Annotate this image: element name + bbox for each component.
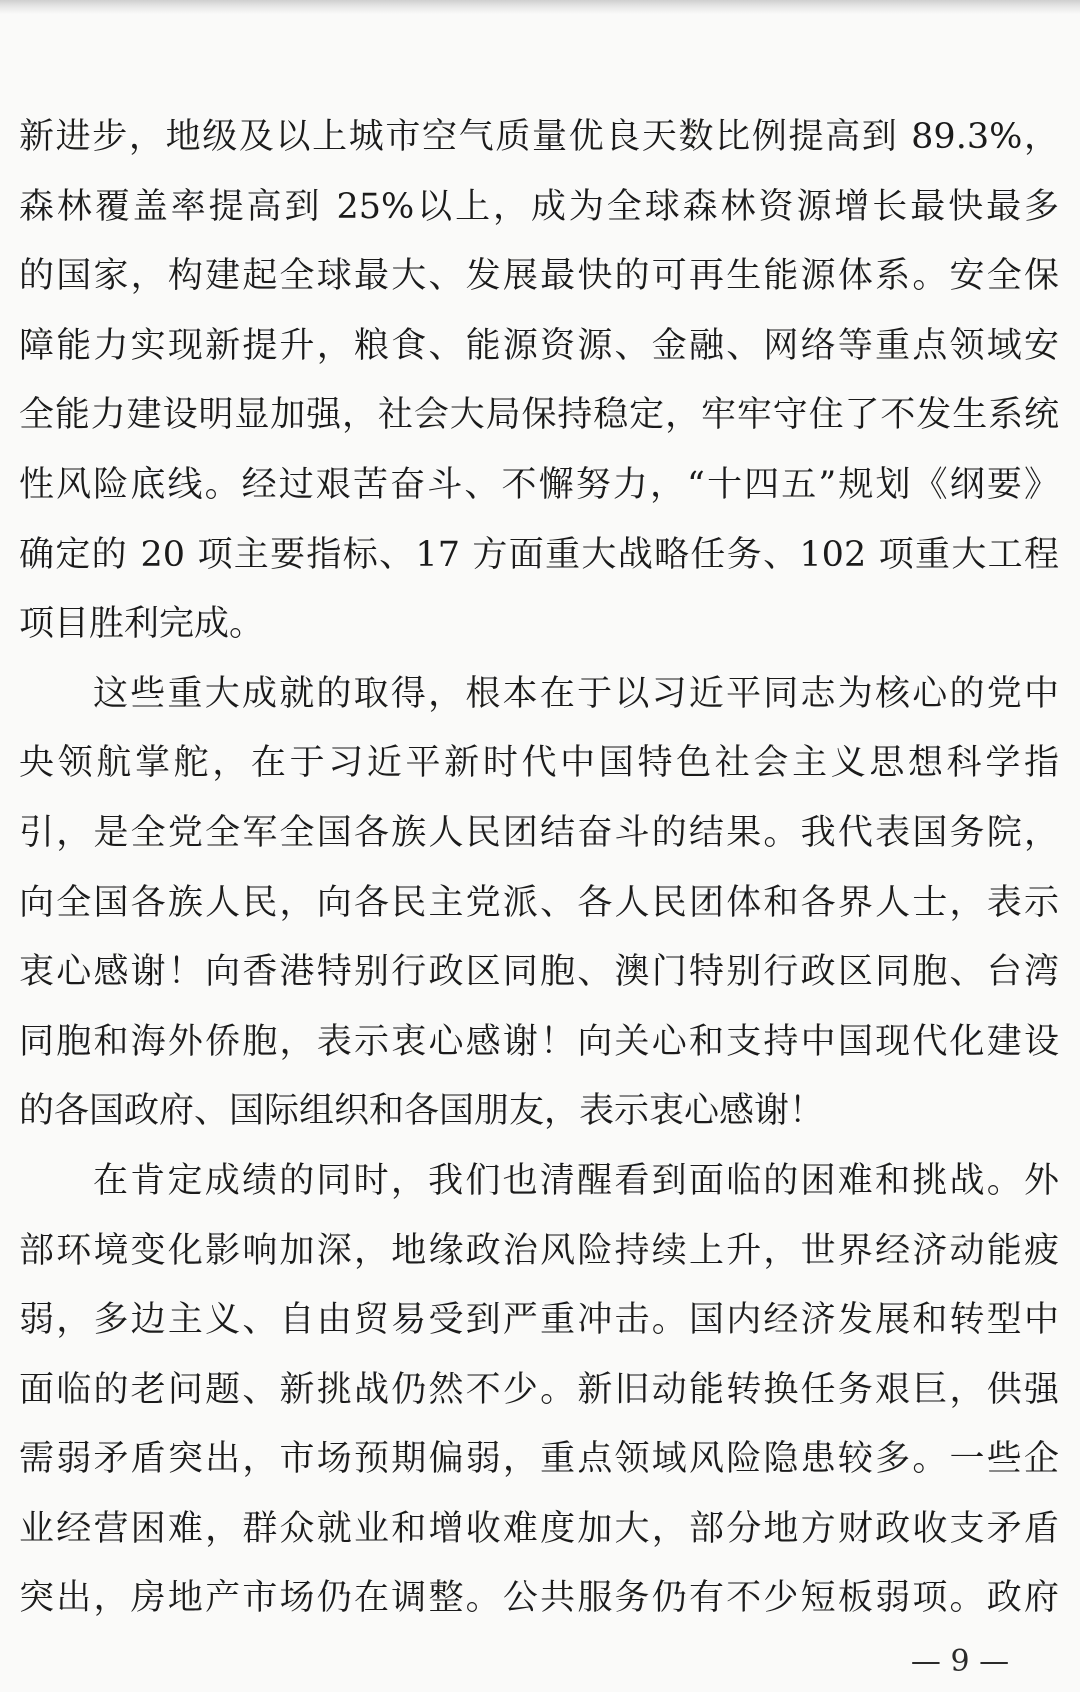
text-line: 向全国各族人民，向各民主党派、各人民团体和各界人士，表示 [19, 882, 1059, 923]
text-line: 同胞和海外侨胞，表示衷心感谢！向关心和支持中国现代化建设 [19, 1021, 1059, 1062]
text-line: 的国家，构建起全球最大、发展最快的可再生能源体系。安全保 [19, 256, 1059, 297]
text-line: 央领航掌舵，在于习近平新时代中国特色社会主义思想科学指 [19, 743, 1059, 784]
paragraph [19, 660, 1059, 1147]
scan-edge [0, 0, 1080, 14]
paragraph [19, 1147, 1059, 1634]
text-line: 项目胜利完成。 [19, 604, 265, 645]
text-line: 业经营困难，群众就业和增收难度加大，部分地方财政收支矛盾 [19, 1508, 1059, 1549]
text-line: 引，是全党全军全国各族人民团结奋斗的结果。我代表国务院， [19, 812, 1059, 853]
text-line: 新进步，地级及以上城市空气质量优良天数比例提高到 89.3%， [19, 117, 1059, 157]
text-line: 在肯定成绩的同时，我们也清醒看到面临的困难和挑战。外 [93, 1160, 1059, 1201]
text-line: 部环境变化影响加深，地缘政治风险持续上升，世界经济动能疲 [19, 1230, 1059, 1271]
text-line: 衷心感谢！向香港特别行政区同胞、澳门特别行政区同胞、台湾 [19, 952, 1059, 993]
text-line: 的各国政府、国际组织和各国朋友，表示衷心感谢！ [19, 1091, 825, 1132]
text-line: 弱，多边主义、自由贸易受到严重冲击。国内经济发展和转型中 [19, 1300, 1059, 1341]
text-line: 需弱矛盾突出，市场预期偏弱，重点领域风险隐患较多。一些企 [19, 1439, 1059, 1480]
paragraph [19, 103, 1059, 660]
body-text [19, 103, 1059, 1634]
text-line: 确定的 20 项主要指标、17 方面重大战略任务、102 项重大工程 [19, 534, 1059, 575]
text-line: 突出，房地产市场仍在调整。公共服务仍有不少短板弱项。政府 [19, 1578, 1059, 1619]
text-line: 障能力实现新提升，粮食、能源资源、金融、网络等重点领域安 [19, 325, 1059, 366]
text-line: 面临的老问题、新挑战仍然不少。新旧动能转换任务艰巨，供强 [19, 1369, 1059, 1410]
text-line: 这些重大成就的取得，根本在于以习近平同志为核心的党中 [93, 673, 1059, 714]
page-number: — 9 — [910, 1644, 1010, 1679]
text-line: 全能力建设明显加强，社会大局保持稳定，牢牢守住了不发生系统 [19, 395, 1059, 436]
text-line: 性风险底线。经过艰苦奋斗、不懈努力，“十四五”规划《纲要》 [19, 464, 1059, 505]
text-line: 森林覆盖率提高到 25%以上，成为全球森林资源增长最快最多 [19, 186, 1059, 227]
